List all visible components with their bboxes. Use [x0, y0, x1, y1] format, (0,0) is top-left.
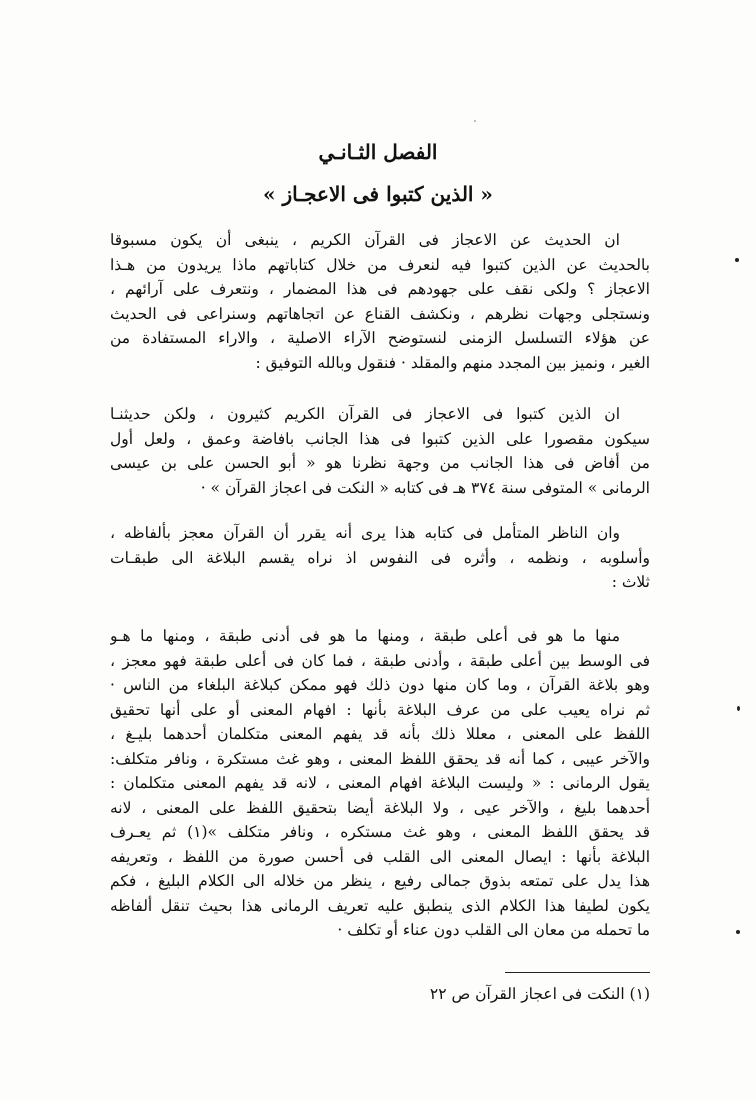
text-line: الاعجاز ؟ ولكى نقف على جهودهم فى هذا المضمار ، ونتعرف على آرائهم ،: [110, 280, 650, 298]
scan-speck: [736, 930, 740, 934]
text-line: ثم نراه يعيب على من عرف البلاغة بأنها : افهام المعنى أو على أنها تحقيق: [110, 700, 650, 719]
text-line: منها ما هو فى أعلى طبقة ، ومنها ما هو فى أدنى طبقة ، ومنها ما هـو: [110, 627, 620, 645]
text-line: ونستجلى وجهات نظرهم ، ونكشف القناع عن اتجاهاتهم وسنراعى فى الحديث: [110, 304, 650, 323]
text-line: قد يحقق اللفظ المعنى ، وهو غث مستكره ، ونافر متكلف »(١) ثم يعـرف: [110, 823, 650, 841]
text-line: وهو بلاغة القرآن ، وما كان منها دون ذلك فهو ممكن كبلاغة البلغاء من الناس ·: [110, 676, 650, 694]
text-line: عن هؤلاء التسلسل الزمنى لنستوضح الآراء الاصلية ، والاراء المستفادة من: [110, 329, 650, 347]
text-line: ان الذين كتبوا فى الاعجاز فى القرآن الكريم كثيرون ، ولكن حديثنـا: [110, 405, 620, 423]
text-line: سيكون مقصورا على الذين كتبوا فى هذا الجانب بافاضة وعمق ، ولعل أول: [110, 429, 650, 448]
text-line: أحدهما بليغ ، والآخر عيى ، ولا البلاغة أيضا بتحقيق اللفظ على المعنى ، لانه: [110, 798, 650, 817]
chapter-title: الفصل الثـانـي: [318, 140, 438, 164]
footnote: (١) النكت فى اعجاز القرآن ص ٢٢: [429, 985, 650, 1003]
scan-speck: [474, 120, 476, 122]
text-line: فى الوسط بين أعلى طبقة ، وأدنى طبقة ، فما كان فى أعلى طبقة فهو معجز ،: [110, 651, 650, 670]
paragraph-2: [110, 402, 650, 500]
footnote-divider: [505, 972, 650, 973]
text-line: ثلاث :: [611, 573, 650, 591]
text-line: من أفاض فى هذا الجانب من وجهة نظرنا هو « أبو الحسن على بن عيسى: [110, 454, 650, 472]
text-line: يقول الرمانى : « وليست البلاغة افهام المعنى ، لانه قد يفهم المعنى متكلمان :: [110, 774, 650, 792]
text-line: بالحديث عن الذين كتبوا فيه لنعرف من خلال كتاباتهم ماذا يريدون من هـذا: [110, 255, 650, 274]
text-line: والآخر عيبى ، كما أنه قد يحقق اللفظ المعنى ، وهو غث مستكرة ، ونافر متكلف:: [110, 749, 650, 768]
text-line: البلاغة بأنها : ايصال المعنى الى القلب فى أحسن صورة من اللفظ ، وتعريفه: [110, 847, 650, 866]
text-line: الغير ، ونميز بين المجدد منهم والمقلد · فنقول وبالله التوفيق :: [255, 353, 650, 372]
text-line: ما تحمله من معان الى القلب دون عناء أو تكلف ·: [337, 921, 650, 939]
paragraph-1: [110, 228, 650, 375]
text-line: اللفظ على المعنى ، معللا ذلك بأنه قد يفهم المعنى متكلمان أحدهما بليـغ ،: [110, 725, 650, 743]
scan-speck: [737, 706, 740, 711]
text-line: وان الناظر المتأمل فى كتابه هذا يرى أنه يقرر أن القرآن معجز بألفاظه ،: [110, 524, 620, 542]
text-line: ان الحديث عن الاعجاز فى القرآن الكريم ، ينبغى أن يكون مسبوقا: [110, 231, 620, 249]
text-line: يكون لطيفا هذا الكلام الذى ينطبق عليه تعريف الرمانى هذا بحيث تنقل ألفاظه: [110, 896, 650, 915]
text-line: الرمانى » المتوفى سنة ٣٧٤ هـ فى كتابه « النكت فى اعجاز القرآن » ·: [200, 478, 650, 497]
scan-speck: [735, 258, 739, 262]
section-title: « الذين كتبوا فى الاعجـاز »: [263, 182, 493, 206]
text-line: وأسلوبه ، ونظمه ، وأثره فى النفوس اذ نراه يقسم البلاغة الى طبقـات: [110, 548, 650, 567]
text-line: هذا يدل على تمتعه بذوق جمالى رفيع ، ينظر من خلاله الى الكلام البليغ ، فكم: [110, 872, 650, 890]
paragraph-4: [110, 624, 650, 943]
paragraph-3: [110, 521, 650, 595]
